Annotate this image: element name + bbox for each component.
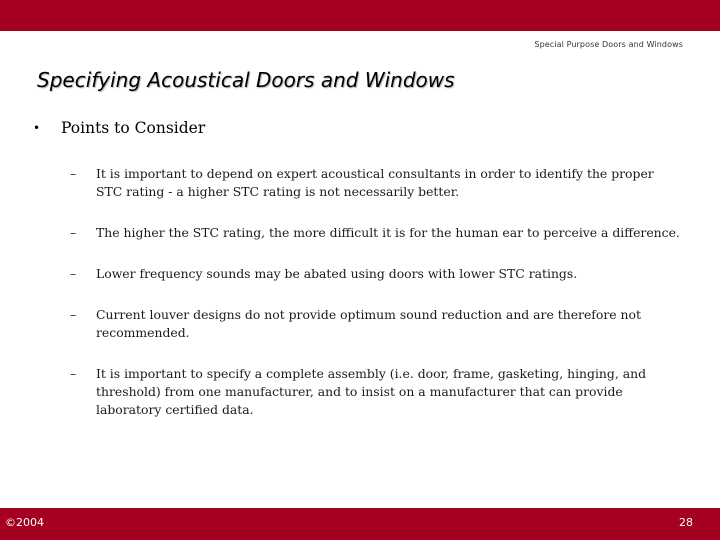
header-subtitle: Special Purpose Doors and Windows <box>534 40 683 49</box>
sub-bullet-text: Current louver designs do not provide optimum sound reduction and are therefore not recommended. <box>96 307 641 340</box>
top-banner-bar <box>0 0 720 31</box>
sub-bullet-item <box>70 306 680 342</box>
dash-icon: – <box>70 307 77 322</box>
dash-icon: – <box>70 366 77 381</box>
page-number: 28 <box>679 516 693 529</box>
bottom-banner-bar <box>0 508 720 540</box>
sub-bullet-text: The higher the STC rating, the more difficult it is for the human ear to perceive a difference. <box>96 225 680 240</box>
sub-bullet-list <box>70 165 680 442</box>
copyright-notice: ©2004 <box>5 516 44 529</box>
sub-bullet-item <box>70 224 680 242</box>
dash-icon: – <box>70 266 77 281</box>
sub-bullet-item <box>70 165 680 201</box>
sub-bullet-text: Lower frequency sounds may be abated using doors with lower STC ratings. <box>96 266 578 281</box>
main-bullet <box>33 119 205 137</box>
slide-title: Specifying Acoustical Doors and Windows <box>37 68 455 92</box>
main-bullet-text: Points to Consider <box>61 119 206 137</box>
sub-bullet-text: It is important to depend on expert acoustical consultants in order to identify the proper STC rating - a higher STC rating is not necessarily better. <box>96 166 654 199</box>
sub-bullet-text: It is important to specify a complete assembly (i.e. door, frame, gasketing, hinging, and threshold) from one manufacturer, and to insist on a manufacturer that can provide laboratory certified data. <box>96 366 647 417</box>
sub-bullet-item <box>70 365 680 419</box>
bullet-icon: • <box>33 121 41 135</box>
dash-icon: – <box>70 225 77 240</box>
sub-bullet-item <box>70 265 680 283</box>
dash-icon: – <box>70 166 77 181</box>
